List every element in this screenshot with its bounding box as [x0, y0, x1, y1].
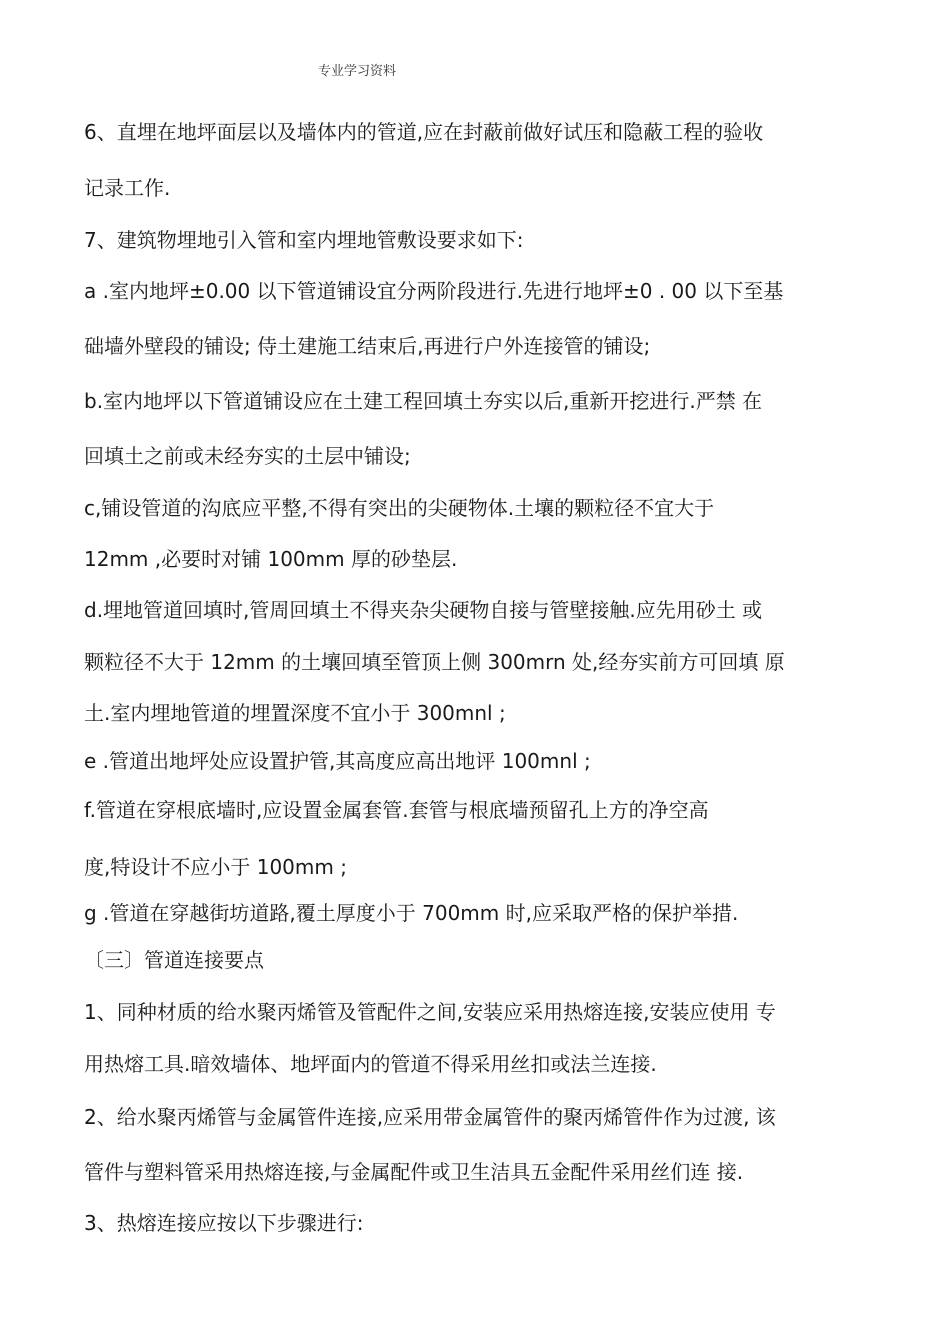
- text-line: 1、同种材质的给水聚丙烯管及管配件之间,安装应采用热熔连接,安装应使用 专: [84, 1000, 776, 1024]
- text-line: b.室内地坪以下管道铺设应在土建工程回填土夯实以后,重新开挖进行.严禁 在: [84, 389, 763, 413]
- text-line: 12mm ,必要时对铺 100mm 厚的砂垫层.: [84, 547, 458, 571]
- text-line: 3、热熔连接应按以下步骤进行:: [84, 1211, 364, 1235]
- text-line: 7、建筑物埋地引入管和室内埋地管敷设要求如下:: [84, 228, 524, 252]
- page-header: 专业学习资料: [318, 64, 397, 79]
- text-line: 础墙外壁段的铺设; 侍土建施工结束后,再进行户外连接管的铺设;: [84, 334, 651, 358]
- text-line: 记录工作.: [84, 176, 171, 200]
- text-line: 管件与塑料管采用热熔连接,与金属配件或卫生洁具五金配件采用丝们连 接.: [84, 1160, 744, 1184]
- text-line: 用热熔工具.暗效墙体、地坪面内的管道不得采用丝扣或法兰连接.: [84, 1052, 657, 1076]
- text-line: 度,特设计不应小于 100mm ;: [84, 855, 347, 879]
- text-line: c,铺设管道的沟底应平整,不得有突出的尖硬物体.土壤的颗粒径不宜大于: [84, 496, 715, 520]
- text-line: 回填土之前或未经夯实的土层中铺设;: [84, 444, 411, 468]
- text-line: d.埋地管道回填时,管周回填土不得夹杂尖硬物自接与管壁接触.应先用砂土 或: [84, 598, 763, 622]
- text-line: e .管道出地坪处应设置护管,其高度应高出地评 100mnl ;: [84, 749, 591, 773]
- text-line: 颗粒径不大于 12mm 的土壤回填至管顶上侧 300mrn 处,经夯实前方可回填 原: [84, 650, 785, 674]
- text-line: 6、直埋在地坪面层以及墙体内的管道,应在封蔽前做好试压和隐蔽工程的验收: [84, 120, 764, 144]
- text-line: a .室内地坪±0.00 以下管道铺设宜分两阶段进行.先进行地坪±0 . 00 以下至基: [84, 279, 784, 303]
- text-line: 土.室内埋地管道的埋置深度不宜小于 300mnl ;: [84, 701, 506, 725]
- text-line: f.管道在穿根底墙时,应设置金属套管.套管与根底墙预留孔上方的净空高: [84, 798, 709, 822]
- section-heading: 〔三〕管道连接要点: [84, 948, 264, 972]
- text-line: 2、给水聚丙烯管与金属管件连接,应采用带金属管件的聚丙烯管件作为过渡, 该: [84, 1105, 776, 1129]
- text-line: g .管道在穿越街坊道路,覆土厚度小于 700mm 时,应采取严格的保护举措.: [84, 901, 739, 925]
